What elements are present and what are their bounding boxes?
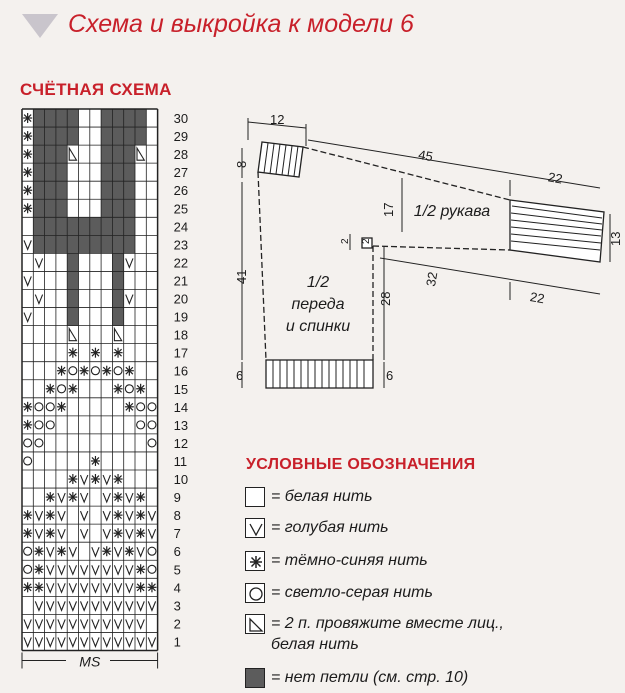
chart-cell-dark-blue [136,582,145,592]
chart-cell-no-stitch [112,253,123,271]
chart-cell-dark-blue [114,474,123,484]
chart-row-label: 16 [173,363,189,379]
chart-cell-no-stitch [124,235,135,253]
light-blue-yarn-icon [245,518,265,538]
chart-cell-dark-blue [23,510,32,520]
chart-row-label: 24 [173,219,189,235]
chart-row-label: 1 [173,634,181,650]
chart-cell-dark-blue [91,474,100,484]
legend-text-light-gray: = светло-серая нить [271,584,433,601]
chart-row-label: 19 [173,309,189,325]
chart-cell-dark-blue [68,384,77,394]
chart-cell-dark-blue [57,366,66,376]
dim-side-height: 28 [378,291,393,306]
chart-cell-dark-blue [68,492,77,502]
dim-top-width: 12 [270,112,285,127]
chart-cell-no-stitch [135,109,146,127]
dark-blue-yarn-icon [245,551,265,571]
chart-cell-dark-blue [23,185,32,195]
sleeve-cuff [510,200,604,262]
chart-cell-dark-blue [23,149,32,159]
chart-cell-dark-blue [114,384,123,394]
chart-cell-no-stitch [56,181,67,199]
chart-cell-no-stitch [79,217,90,235]
chart-cell-no-stitch [112,308,123,326]
chart-cell-no-stitch [79,235,90,253]
dim-rib-right: 6 [386,368,394,383]
chart-cell-no-stitch [112,127,123,145]
chart-cell-no-stitch [56,109,67,127]
chart-cell-no-stitch [101,127,112,145]
chart-cell-dark-blue [114,348,123,358]
chart-cell-dark-blue [23,528,32,538]
chart-cell-dark-blue [114,510,123,520]
chart-cell-no-stitch [112,271,123,289]
chart-cell-no-stitch [101,109,112,127]
dim-body-height: 41 [234,269,249,284]
chart-cell-dark-blue [23,420,32,430]
dim-rib-left: 6 [236,368,244,383]
chart-row-label: 6 [173,544,181,560]
dim-sleeve-top-inner: 22 [546,169,564,187]
stitch-chart-grid [22,109,188,670]
chart-cell-dark-blue [57,546,66,556]
chart-row-label: 30 [173,111,189,127]
chart-cell-dark-blue [46,510,55,520]
sleeve-top-line [303,147,510,200]
sleeve-label: 1/2 рукава [413,203,491,220]
chart-cell-no-stitch [112,109,123,127]
chart-cell-no-stitch [112,181,123,199]
chart-cell-no-stitch [67,253,78,271]
chart-cell-no-stitch [124,217,135,235]
chart-cell-dark-blue [57,402,66,412]
chart-cell-no-stitch [124,163,135,181]
chart-row-label: 12 [173,435,189,451]
chart-cell-no-stitch [90,235,101,253]
chart-row-label: 18 [173,327,189,343]
chart-cell-no-stitch [45,217,56,235]
sleeve-bottom-line [373,246,510,250]
chart-cell-dark-blue [102,366,111,376]
chart-cell-no-stitch [124,181,135,199]
chart-cell-no-stitch [33,217,44,235]
chart-row-label: 4 [173,580,181,596]
chart-cell-dark-blue [125,546,134,556]
chart-cell-no-stitch [45,199,56,217]
chart-row-label: 13 [173,417,189,433]
chart-cell-no-stitch [112,163,123,181]
chart-cell-dark-blue [23,582,32,592]
chart-cell-no-stitch [33,235,44,253]
chart-cell-no-stitch [56,163,67,181]
chart-cell-no-stitch [101,163,112,181]
chart-cell-dark-blue [114,528,123,538]
chart-cell-no-stitch [56,145,67,163]
chart-cell-no-stitch [101,181,112,199]
chart-cell-no-stitch [56,217,67,235]
chart-row-label: 8 [173,508,181,524]
chart-cell-dark-blue [136,528,145,538]
chart-cell-dark-blue [34,582,43,592]
legend-heading: УСЛОВНЫЕ ОБОЗНАЧЕНИЯ [246,456,476,473]
chart-cell-no-stitch [112,235,123,253]
chart-cell-no-stitch [33,145,44,163]
legend-text-light-blue: = голубая нить [271,519,389,536]
chart-cell-dark-blue [91,456,100,466]
no-stitch-icon [245,668,265,688]
chart-cell-no-stitch [33,127,44,145]
chart-cell-no-stitch [112,145,123,163]
chart-row-label: 29 [173,129,189,145]
chart-cell-dark-blue [23,113,32,123]
chart-row-label: 15 [173,381,189,397]
dim-sleeve-cuff-left: 17 [381,202,396,217]
chart-cell-dark-blue [136,564,145,574]
page-title: Схема и выкройка к модели 6 [68,10,414,38]
chart-cell-no-stitch [112,290,123,308]
chart-cell-dark-blue [136,492,145,502]
chart-cell-dark-blue [34,546,43,556]
chart-row-label: 27 [173,165,189,181]
body-label-line1: 1/2 [306,274,330,291]
chart-cell-dark-blue [136,384,145,394]
chart-row-label: 20 [173,291,189,307]
chart-cell-dark-blue [68,348,77,358]
chart-cell-no-stitch [67,271,78,289]
body-label-line2: переда [291,296,345,313]
chart-cell-no-stitch [45,181,56,199]
chart-cell-no-stitch [56,235,67,253]
legend-text-decrease: = 2 п. провяжите вместе лиц., [271,615,504,632]
chart-cell-no-stitch [67,127,78,145]
chart-cell-no-stitch [101,235,112,253]
chart-cell-dark-blue [147,582,156,592]
chart-cell-no-stitch [124,127,135,145]
chart-cell-no-stitch [90,217,101,235]
chart-cell-no-stitch [33,109,44,127]
white-yarn-icon [245,487,265,507]
legend-text-decrease-2: белая нить [271,636,359,653]
chart-cell-no-stitch [101,145,112,163]
body-outline [258,172,266,360]
light-gray-yarn-icon [245,583,265,603]
chart-cell-no-stitch [124,109,135,127]
chart-row-label: 5 [173,562,181,578]
legend-text-dark-blue: = тёмно-синяя нить [271,552,428,569]
dim-shoulder-depth: 8 [234,160,249,168]
chart-cell-no-stitch [124,145,135,163]
chart-cell-dark-blue [23,167,32,177]
chart-cell-dark-blue [46,384,55,394]
chart-cell-no-stitch [67,109,78,127]
chart-cell-no-stitch [101,199,112,217]
chart-cell-no-stitch [67,308,78,326]
chart-cell-dark-blue [125,366,134,376]
dim-underarm-inner: 22 [528,289,546,307]
repeat-marker [22,653,158,670]
dim-neck-small: 2 [340,238,351,244]
chart-row-label: 22 [173,255,189,271]
chart-cell-dark-blue [80,366,89,376]
chart-cell-dark-blue [91,348,100,358]
chart-cell-dark-blue [23,203,32,213]
legend-text-white: = белая нить [271,488,373,505]
chart-cell-dark-blue [46,528,55,538]
chart-cell-dark-blue [23,131,32,141]
chart-cell-no-stitch [45,145,56,163]
chart-cell-no-stitch [101,217,112,235]
chart-cell-dark-blue [125,402,134,412]
chart-cell-no-stitch [124,199,135,217]
chart-cell-no-stitch [45,235,56,253]
chart-cell-no-stitch [45,163,56,181]
chart-row-label: 14 [173,399,189,415]
chart-cell-no-stitch [56,199,67,217]
chart-cell-dark-blue [102,546,111,556]
chart-row-label: 9 [173,490,181,506]
chart-row-label: 3 [173,598,181,614]
dim-underarm: 32 [423,270,441,288]
chart-cell-no-stitch [45,109,56,127]
chart-row-label: 2 [173,616,181,632]
chart-heading: СЧЁТНАЯ СХЕМА [20,80,172,99]
chart-cell-dark-blue [114,492,123,502]
chart-cell-no-stitch [67,217,78,235]
chart-cell-no-stitch [112,217,123,235]
chart-cell-no-stitch [33,199,44,217]
repeat-label: MS [79,653,101,670]
body-label-line3: и спинки [285,318,351,335]
chart-row-label: 7 [173,526,181,542]
chart-cell-no-stitch [56,127,67,145]
chart-cell-no-stitch [33,181,44,199]
chart-cell-no-stitch [33,163,44,181]
chart-cell-dark-blue [23,402,32,412]
chart-row-label: 10 [173,472,189,488]
dim-sleeve-top: 45 [417,146,435,165]
chart-cell-no-stitch [67,235,78,253]
chart-cell-dark-blue [34,564,43,574]
chart-cell-dark-blue [68,474,77,484]
decrease-stitch-icon [245,614,265,634]
chart-row-label: 25 [173,201,189,217]
chart-row-label: 23 [173,237,189,253]
chart-row-label: 28 [173,147,189,163]
dim-neck-small2: 2 [361,238,372,244]
chart-row-label: 17 [173,345,189,361]
chart-cell-no-stitch [67,290,78,308]
chart-row-label: 21 [173,273,189,289]
chart-cell-no-stitch [45,127,56,145]
chart-cell-no-stitch [135,127,146,145]
chart-cell-no-stitch [112,199,123,217]
chart-row-label: 11 [173,453,188,469]
chart-cell-dark-blue [46,492,55,502]
dim-sleeve-cuff: 13 [608,231,623,246]
legend-text-no-stitch: = нет петли (см. стр. 10) [271,669,469,686]
chart-cell-dark-blue [136,510,145,520]
chart-row-label: 26 [173,183,189,199]
